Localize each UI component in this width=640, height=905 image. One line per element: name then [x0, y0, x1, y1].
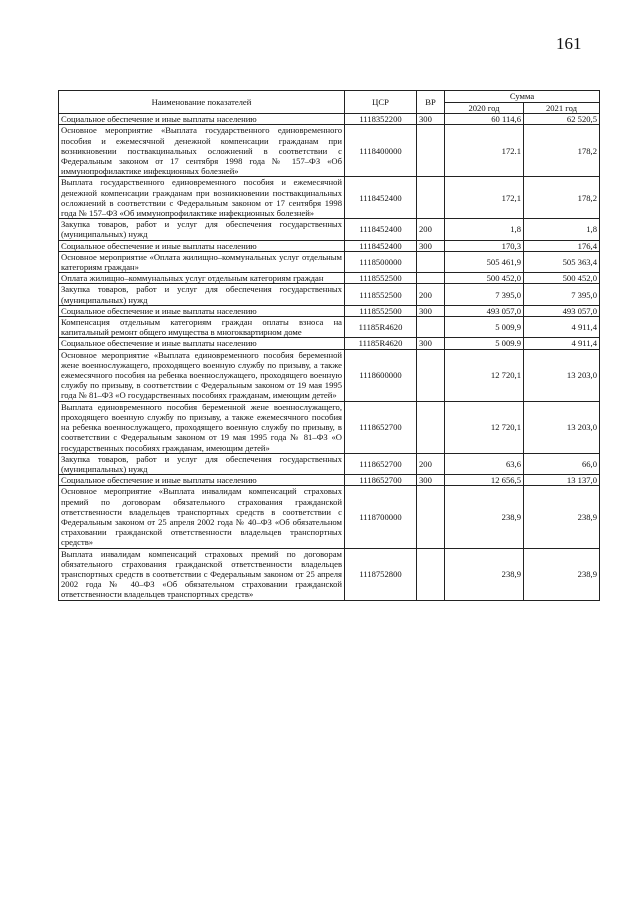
cell-csr: 1118652700 [345, 401, 417, 453]
table-row [59, 251, 600, 272]
cell-2021: 500 452,0 [524, 273, 600, 284]
cell-name: Основное мероприятие «Оплата жилищно–коммунальных услуг отдельным категориям граждан» [59, 251, 345, 272]
table-row [59, 273, 600, 284]
cell-vr [417, 125, 445, 177]
cell-vr: 200 [417, 219, 445, 240]
cell-name: Социальное обеспечение и иные выплаты населению [59, 114, 345, 125]
cell-2020: 1,8 [445, 219, 524, 240]
cell-2021: 505 363,4 [524, 251, 600, 272]
table-row [59, 548, 600, 600]
cell-name: Выплата единовременного пособия беременной жене военнослужащего, проходящего военную службу по призыву, а также ежемесячного пособия на ребенка военнослужащего, проходящего военную службу по призыву, в соответствии с Федеральным законом от 19 мая 1995 года № 81–ФЗ «О государственных пособиях гражданам, имеющим детей» [59, 401, 345, 453]
cell-vr [417, 177, 445, 219]
table-row [59, 240, 600, 251]
cell-vr [417, 251, 445, 272]
budget-table [58, 90, 600, 601]
cell-vr: 300 [417, 305, 445, 316]
table-row [59, 349, 600, 401]
header-name: Наименование показателей [59, 91, 345, 114]
cell-2020: 63,6 [445, 453, 524, 474]
cell-name: Закупка товаров, работ и услуг для обеспечения государственных (муниципальных) нужд [59, 284, 345, 305]
cell-2021: 1,8 [524, 219, 600, 240]
cell-name: Закупка товаров, работ и услуг для обеспечения государственных (муниципальных) нужд [59, 453, 345, 474]
cell-csr: 1118700000 [345, 486, 417, 548]
cell-name: Оплата жилищно–коммунальных услуг отдельным категориям граждан [59, 273, 345, 284]
cell-2020: 12 720,1 [445, 401, 524, 453]
table-row [59, 401, 600, 453]
cell-csr: 1118400000 [345, 125, 417, 177]
cell-name: Социальное обеспечение и иные выплаты населению [59, 338, 345, 349]
cell-2021: 4 911,4 [524, 338, 600, 349]
cell-vr [417, 317, 445, 338]
table-row [59, 486, 600, 548]
cell-vr: 300 [417, 338, 445, 349]
cell-2020: 238,9 [445, 548, 524, 600]
header-year-2021: 2021 год [524, 103, 600, 114]
table-row [59, 475, 600, 486]
cell-vr [417, 548, 445, 600]
table-row [59, 453, 600, 474]
cell-2020: 170,3 [445, 240, 524, 251]
cell-2021: 176,4 [524, 240, 600, 251]
cell-vr: 300 [417, 240, 445, 251]
cell-2020: 238,9 [445, 486, 524, 548]
cell-2020: 7 395,0 [445, 284, 524, 305]
cell-name: Закупка товаров, работ и услуг для обеспечения государственных (муниципальных) нужд [59, 219, 345, 240]
header-year-2020: 2020 год [445, 103, 524, 114]
cell-csr: 11185R4620 [345, 317, 417, 338]
cell-2021: 13 203,0 [524, 349, 600, 401]
cell-csr: 1118352200 [345, 114, 417, 125]
cell-name: Основное мероприятие «Выплата государственного единовременного пособия и ежемесячной денежной компенсации гражданам при возникновении поствакцинальных осложнений в соответствии с Федеральным законом от 17 сентября 1998 года № 157–ФЗ «Об иммунопрофилактике инфекционных болезней» [59, 125, 345, 177]
table-row [59, 114, 600, 125]
cell-2020: 493 057,0 [445, 305, 524, 316]
cell-csr: 1118500000 [345, 251, 417, 272]
cell-2021: 66,0 [524, 453, 600, 474]
cell-2020: 5 009.9 [445, 338, 524, 349]
cell-name: Социальное обеспечение и иные выплаты населению [59, 240, 345, 251]
cell-vr: 300 [417, 475, 445, 486]
cell-2020: 12 656,5 [445, 475, 524, 486]
table-row [59, 125, 600, 177]
cell-name: Основное мероприятие «Выплата единовременного пособия беременной жене военнослужащего, проходящего военную службу по призыву, а также ежемесячного пособия на ребенка военнослужащего, проходящего военную службу по призыву, в соответствии с Федеральным законом от 19 мая 1995 года № 81–ФЗ «О государственных пособиях гражданам, имеющим детей» [59, 349, 345, 401]
page-number: 161 [556, 34, 582, 53]
cell-vr [417, 486, 445, 548]
table-row [59, 177, 600, 219]
cell-vr: 200 [417, 453, 445, 474]
cell-name: Основное мероприятие «Выплата инвалидам компенсаций страховых премий по договорам обязательного страхования гражданской ответственности владельцев транспортных средств в соответствии с Федеральным законом от 25 апреля 2002 года № 40–ФЗ «Об обязательном страховании гражданской ответственности владельцев транспортных средств» [59, 486, 345, 548]
cell-2021: 62 520,5 [524, 114, 600, 125]
table-row [59, 284, 600, 305]
cell-name: Выплата государственного единовременного пособия и ежемесячной денежной компенсации гражданам при возникновении поствакцинальных осложнений в соответствии с Федеральным законом от 17 сентября 1998 года № 157–ФЗ «Об иммунопрофилактике инфекционных болезней» [59, 177, 345, 219]
cell-2020: 505 461,9 [445, 251, 524, 272]
cell-vr: 300 [417, 114, 445, 125]
header-sum: Сумма [445, 91, 600, 103]
cell-csr: 1118752800 [345, 548, 417, 600]
cell-vr [417, 349, 445, 401]
cell-2020: 172.1 [445, 125, 524, 177]
cell-vr [417, 401, 445, 453]
cell-csr: 1118552500 [345, 284, 417, 305]
cell-csr: 1118600000 [345, 349, 417, 401]
cell-csr: 1118652700 [345, 453, 417, 474]
cell-csr: 1118452400 [345, 240, 417, 251]
cell-name: Выплата инвалидам компенсаций страховых премий по договорам обязательного страхования гражданской ответственности владельцев транспортных средств в соответствии с Федеральным законом от 25 апреля 2002 года № 40–ФЗ «Об обязательном страховании гражданской ответственности владельцев транспортных средств» [59, 548, 345, 600]
table-row [59, 338, 600, 349]
table-row [59, 305, 600, 316]
cell-2020: 500 452,0 [445, 273, 524, 284]
cell-name: Социальное обеспечение и иные выплаты населению [59, 305, 345, 316]
cell-csr: 1118652700 [345, 475, 417, 486]
cell-2021: 238,9 [524, 486, 600, 548]
cell-csr: 1118552500 [345, 305, 417, 316]
cell-csr: 1118552500 [345, 273, 417, 284]
cell-csr: 1118452400 [345, 177, 417, 219]
cell-2021: 4 911,4 [524, 317, 600, 338]
header-vr: ВР [417, 91, 445, 114]
cell-2020: 5 009,9 [445, 317, 524, 338]
cell-csr: 1118452400 [345, 219, 417, 240]
cell-2021: 493 057,0 [524, 305, 600, 316]
cell-csr: 11185R4620 [345, 338, 417, 349]
cell-2021: 13 203,0 [524, 401, 600, 453]
cell-2020: 12 720,1 [445, 349, 524, 401]
table-row [59, 219, 600, 240]
cell-2021: 178,2 [524, 177, 600, 219]
cell-name: Социальное обеспечение и иные выплаты населению [59, 475, 345, 486]
table-row [59, 317, 600, 338]
cell-vr: 200 [417, 284, 445, 305]
cell-2021: 13 137,0 [524, 475, 600, 486]
cell-2021: 178,2 [524, 125, 600, 177]
table-body [59, 114, 600, 600]
cell-vr [417, 273, 445, 284]
cell-2021: 238,9 [524, 548, 600, 600]
cell-name: Компенсация отдельным категориям граждан оплаты взноса на капитальный ремонт общего имущества в многоквартирном доме [59, 317, 345, 338]
cell-2021: 7 395,0 [524, 284, 600, 305]
header-csr: ЦСР [345, 91, 417, 114]
cell-2020: 60 114,6 [445, 114, 524, 125]
cell-2020: 172,1 [445, 177, 524, 219]
